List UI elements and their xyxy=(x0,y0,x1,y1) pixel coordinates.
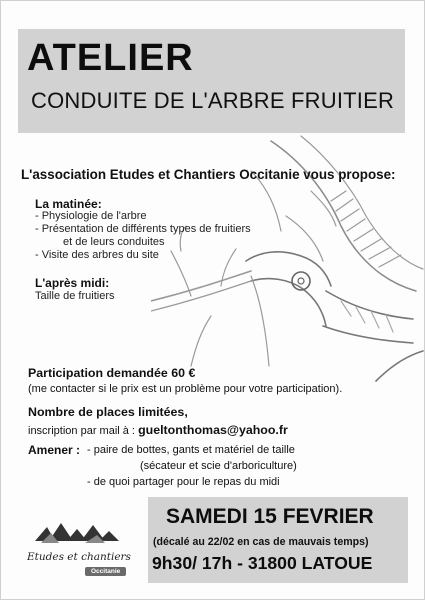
afternoon-title: L'après midi: xyxy=(35,276,110,290)
bring-item: - paire de bottes, gants et matériel de taille xyxy=(87,444,295,456)
intro-text: L'association Etudes et Chantiers Occitanie vous propose: xyxy=(21,167,396,182)
page-title: ATELIER xyxy=(27,37,194,79)
morning-item: - Physiologie de l'arbre xyxy=(35,210,147,222)
event-date-note: (décalé au 22/02 en cas de mauvais temps) xyxy=(153,536,369,548)
bring-item: (sécateur et scie d'arboriculture) xyxy=(140,460,297,472)
mail-prefix: inscription par mail à : xyxy=(28,425,135,437)
morning-item: - Présentation de différents types de fruitiers xyxy=(35,223,251,235)
morning-item: - Visite des arbres du site xyxy=(35,249,159,261)
places-text: Nombre de places limitées, xyxy=(28,405,188,419)
email-address: gueltonthomas@yahoo.fr xyxy=(138,423,288,437)
mail-line xyxy=(28,423,288,437)
page-subtitle: CONDUITE DE L'ARBRE FRUITIER xyxy=(31,88,395,113)
morning-item: et de leurs conduites xyxy=(63,236,165,248)
event-date: SAMEDI 15 FEVRIER xyxy=(166,505,374,528)
price-note: (me contacter si le prix est un problème pour votre participation). xyxy=(28,383,343,395)
afternoon-item: Taille de fruitiers xyxy=(35,290,115,302)
logo-name: Etudes et chantiers xyxy=(27,551,131,563)
event-time-place: 9h30/ 17h - 31800 LATOUE xyxy=(152,553,373,573)
bring-item: - de quoi partager pour le repas du midi xyxy=(87,476,280,488)
price-text: Participation demandée 60 € xyxy=(28,366,196,380)
logo-badge: Occitanie xyxy=(85,567,126,576)
morning-title: La matinée: xyxy=(35,197,102,211)
bring-label: Amener : xyxy=(28,443,81,457)
